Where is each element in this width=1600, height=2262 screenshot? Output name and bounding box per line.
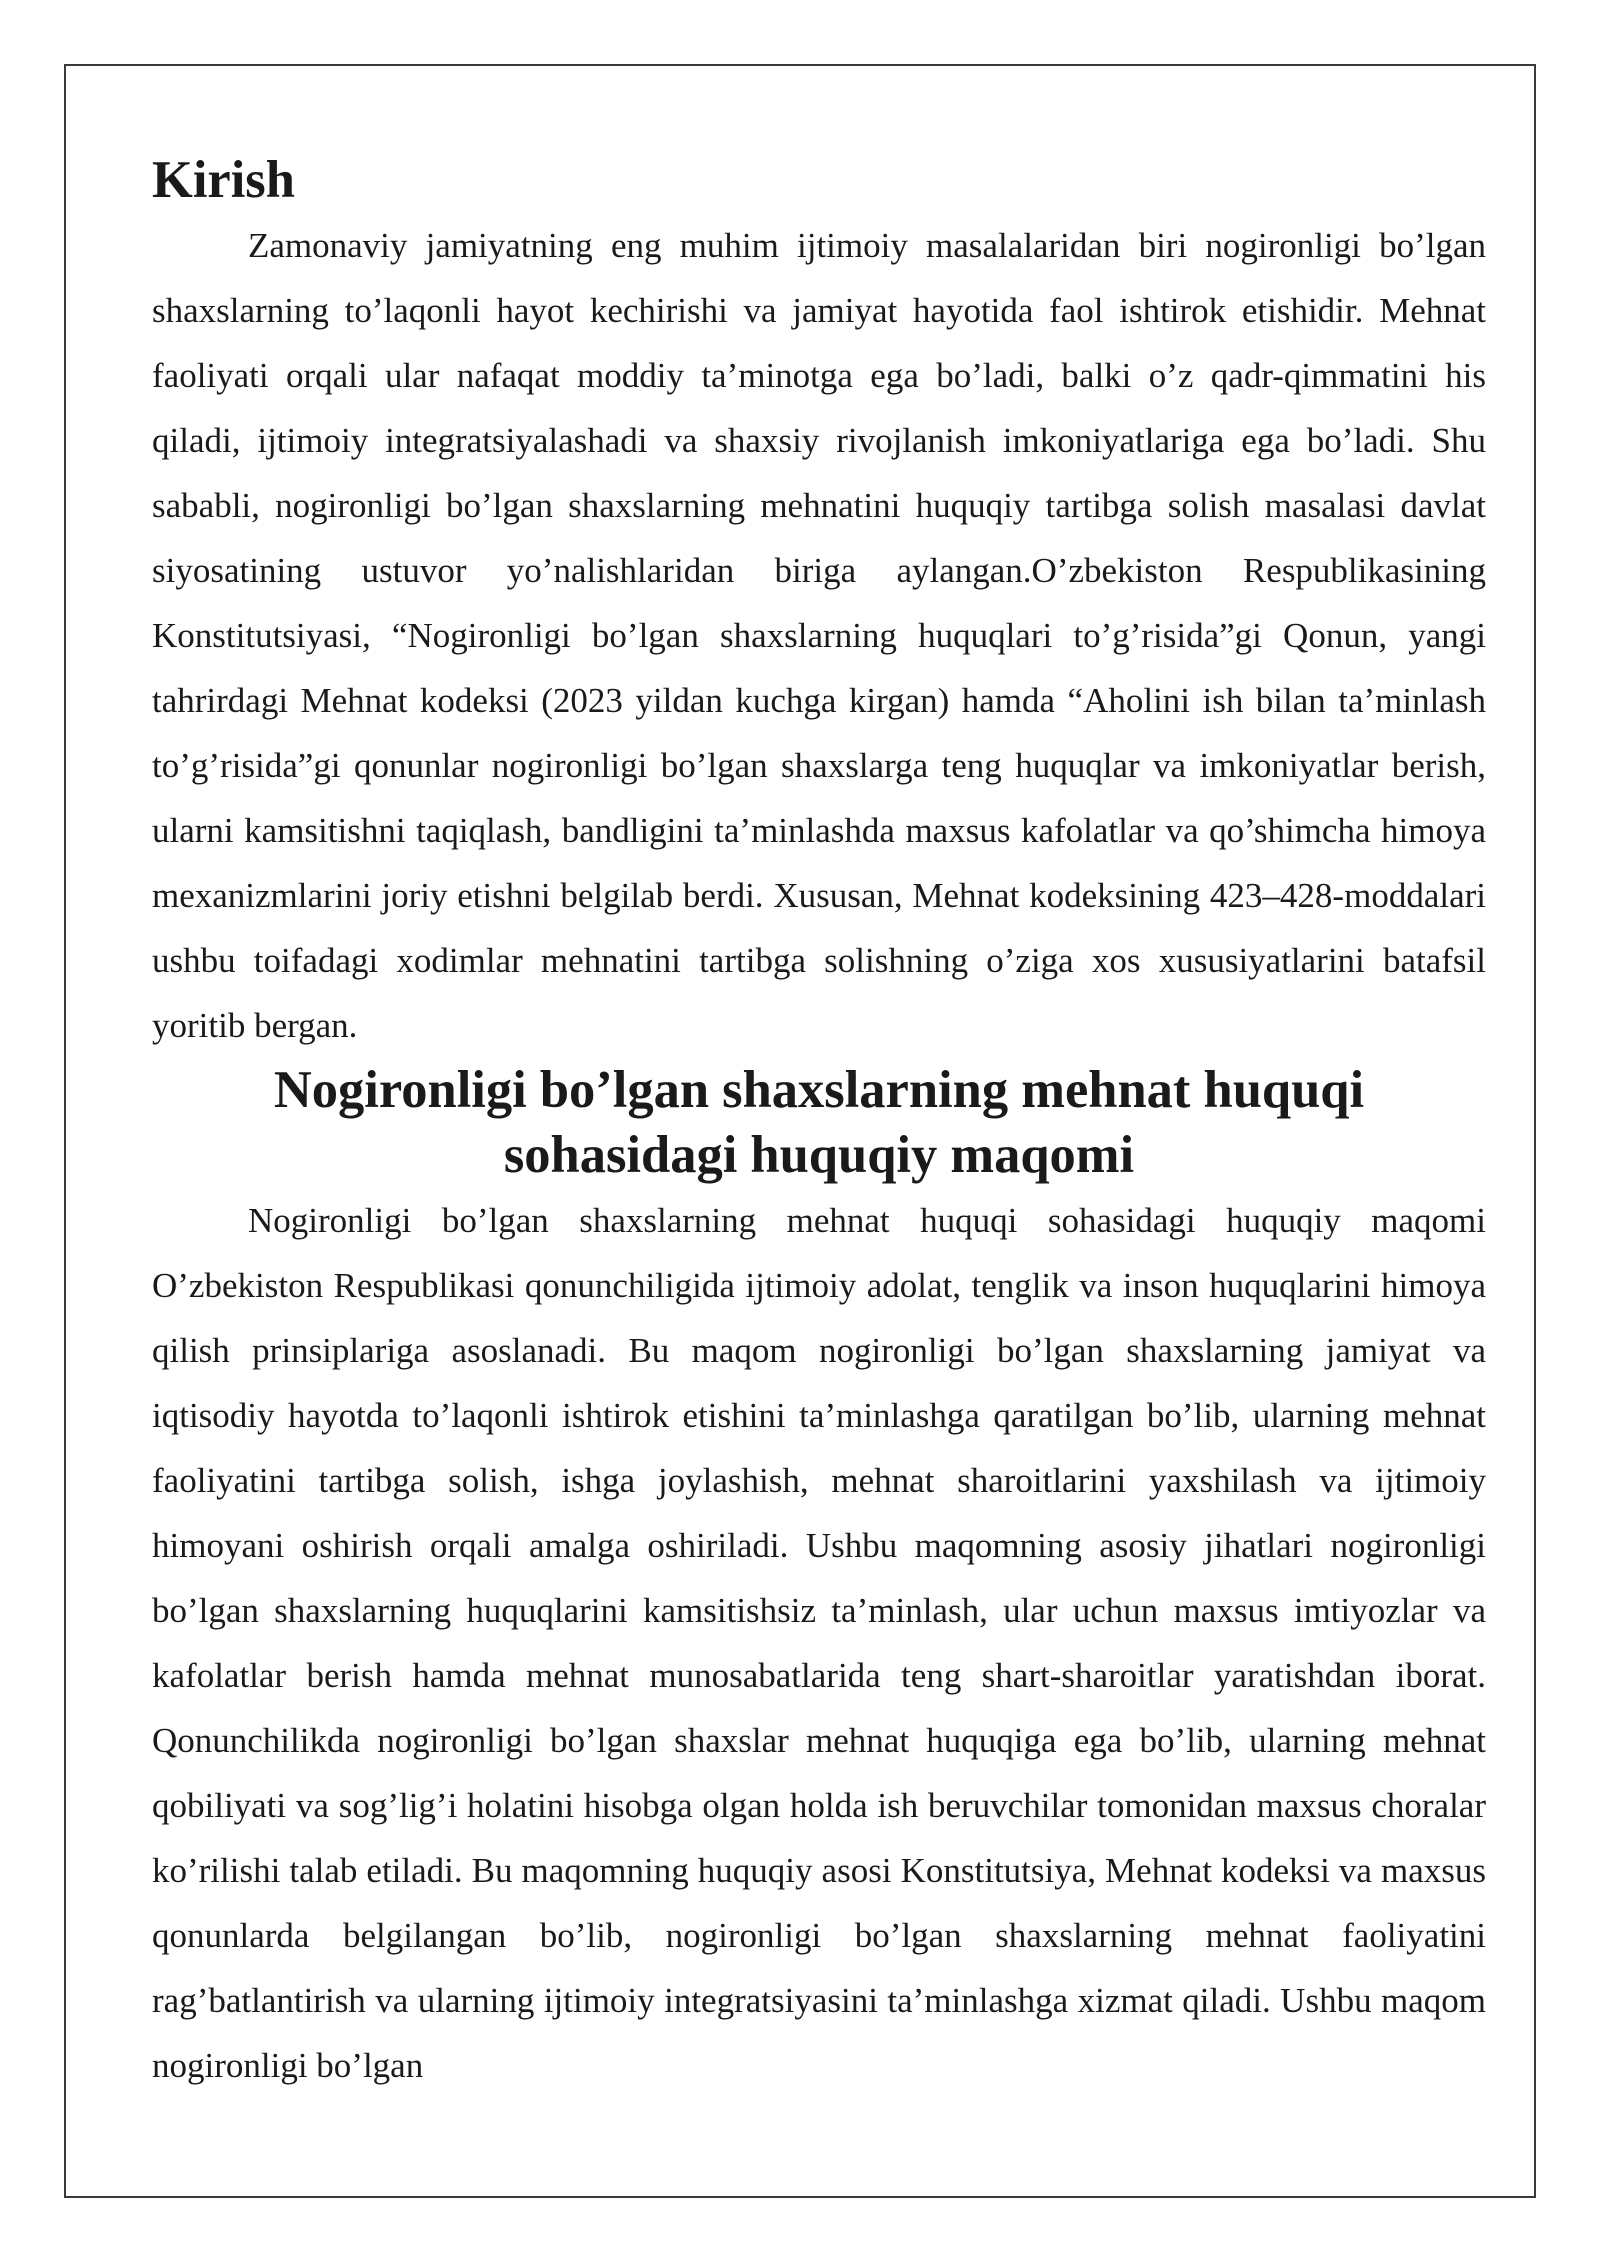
section-heading-kirish: Kirish [152, 151, 295, 209]
document-body [152, 148, 1486, 2098]
section-heading-legal-status: Nogironligi bo’lgan shaxslarning mehnat huquqi sohasidagi huquqiy maqomi [273, 1061, 1365, 1184]
intro-paragraph: Zamonaviy jamiyatning eng muhim ijtimoiy masalalaridan biri nogironligi bo’lgan shaxslarning to’laqonli hayot kechirishi va jamiyat hayotida faol ishtirok etishidir. Mehnat faoliyati orqali ular nafaqat moddiy ta’minotga ega bo’ladi, balki o’z qadr-qimmatini his qiladi, ijtimoiy integratsiyalashadi va shaxsiy rivojlanish imkoniyatlariga ega bo’ladi. Shu sababli, nogironligi bo’lgan shaxslarning mehnatini huquqiy tartibga solish masalasi davlat siyosatining ustuvor yo’nalishlaridan biriga aylangan.O’zbekiston Respublikasining Konstitutsiyasi, “Nogironligi bo’lgan shaxslarning huquqlari to’g’risida”gi Qonun, yangi tahrirdagi Mehnat kodeksi (2023 yildan kuchga kirgan) hamda “Aholini ish bilan ta’minlash to’g’risida”gi qonunlar nogironligi bo’lgan shaxslarga teng huquqlar va imkoniyatlar berish, ularni kamsitishni taqiqlash, bandligini ta’minlashda maxsus kafolatlar va qo’shimcha himoya mexanizmlarini joriy etishni belgilab berdi. Xususan, Mehnat kodeksining 423–428-moddalari ushbu toifadagi xodimlar mehnatini tartibga solishning o’ziga xos xususiyatlarini batafsil yoritib bergan. [152, 226, 1486, 1045]
legal-status-paragraph: Nogironligi bo’lgan shaxslarning mehnat huquqi sohasidagi huquqiy maqomi O’zbekiston Respublikasi qonunchiligida ijtimoiy adolat, tenglik va inson huquqlarini himoya qilish prinsiplariga asoslanadi. Bu maqom nogironligi bo’lgan shaxslarning jamiyat va iqtisodiy hayotda to’laqonli ishtirok etishini ta’minlashga qaratilgan bo’lib, ularning mehnat faoliyatini tartibga solish, ishga joylashish, mehnat sharoitlarini yaxshilash va ijtimoiy himoyani oshirish orqali amalga oshiriladi. Ushbu maqomning asosiy jihatlari nogironligi bo’lgan shaxslarning huquqlarini kamsitishsiz ta’minlash, ular uchun maxsus imtiyozlar va kafolatlar berish hamda mehnat munosabatlarida teng shart-sharoitlar yaratishdan iborat. Qonunchilikda nogironligi bo’lgan shaxslar mehnat huquqiga ega bo’lib, ularning mehnat qobiliyati va sog’lig’i holatini hisobga olgan holda ish beruvchilar tomonidan maxsus choralar ko’rilishi talab etiladi. Bu maqomning huquqiy asosi Konstitutsiya, Mehnat kodeksi va maxsus qonunlarda belgilangan bo’lib, nogironligi bo’lgan shaxslarning mehnat faoliyatini rag’batlantirish va ularning ijtimoiy integratsiyasini ta’minlashga xizmat qiladi. Ushbu maqom nogironligi bo’lgan [152, 1201, 1486, 2085]
